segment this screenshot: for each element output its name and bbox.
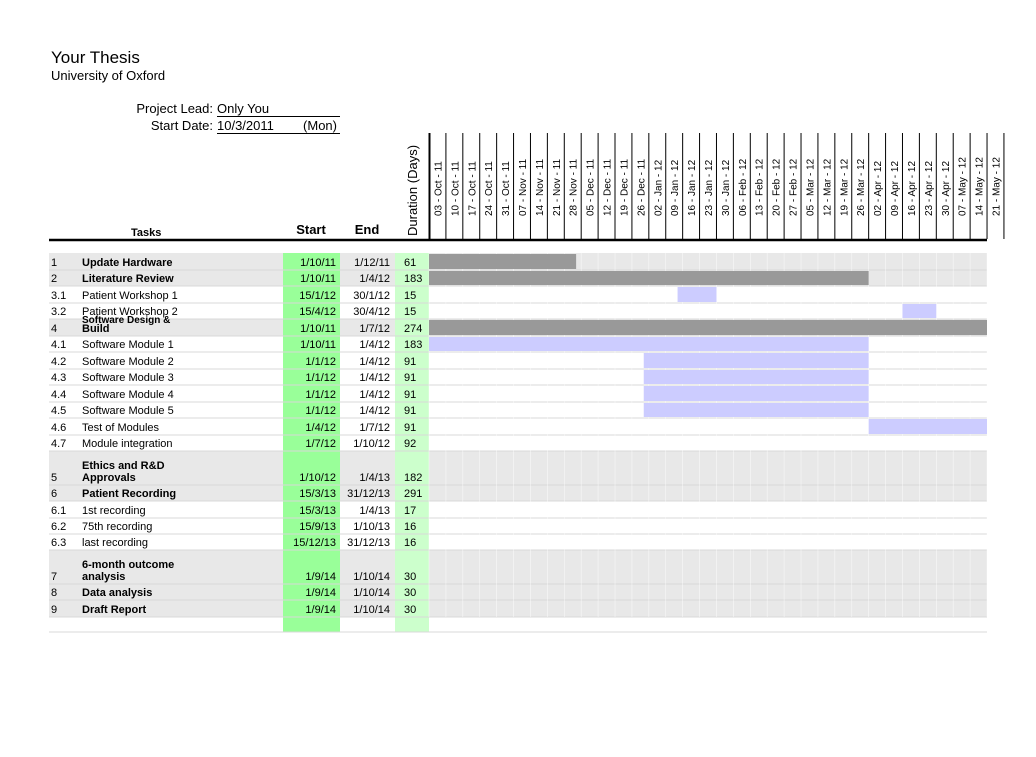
task-duration: 17 [404, 505, 417, 517]
task-end: 31/12/13 [347, 488, 390, 500]
task-end: 30/4/12 [353, 306, 390, 318]
week-label: 21 - May - 12 [991, 157, 1003, 216]
task-duration: 291 [404, 488, 423, 500]
task-duration: 91 [404, 422, 417, 434]
task-id: 9 [51, 604, 58, 616]
task-duration: 182 [404, 472, 423, 484]
week-label: 07 - May - 12 [957, 157, 969, 216]
task-id: 4.6 [51, 422, 67, 434]
week-label: 03 - Oct - 11 [433, 161, 445, 216]
week-label: 19 - Mar - 12 [839, 158, 851, 216]
task-id: 5 [51, 472, 58, 484]
start-day: (Mon) [303, 118, 337, 133]
task-name: Software Design & [82, 315, 171, 326]
task-end: 1/4/12 [359, 356, 390, 368]
task-name: Patient Workshop 1 [82, 290, 178, 302]
task-id: 8 [51, 587, 58, 599]
task-duration: 274 [404, 323, 423, 335]
week-label: 05 - Mar - 12 [805, 158, 817, 216]
gantt-bar [644, 403, 869, 417]
task-end: 1/10/13 [353, 521, 390, 533]
task-duration: 91 [404, 405, 417, 417]
task-name: Test of Modules [82, 422, 160, 434]
task-end: 1/4/13 [359, 505, 390, 517]
gantt-bar [644, 370, 869, 384]
task-start: 1/10/12 [299, 472, 336, 484]
task-duration: 15 [404, 306, 417, 318]
task-id: 4.5 [51, 405, 67, 417]
task-start: 1/4/12 [305, 422, 336, 434]
task-name: Draft Report [82, 604, 147, 616]
week-label: 12 - Mar - 12 [822, 158, 834, 216]
task-start: 1/1/12 [305, 372, 336, 384]
week-label: 13 - Feb - 12 [754, 158, 766, 216]
task-start: 1/10/11 [300, 339, 336, 351]
task-name: Patient Workshop 2 [82, 306, 178, 318]
task-id: 1 [51, 257, 58, 269]
task-name: Patient Recording [82, 488, 177, 500]
task-start: 1/9/14 [305, 571, 336, 583]
week-label: 02 - Jan - 12 [653, 159, 665, 216]
task-start: 1/1/12 [305, 389, 336, 401]
task-name: analysis [82, 571, 126, 583]
task-name: Software Module 3 [82, 372, 174, 384]
task-start: 1/9/14 [305, 587, 336, 599]
task-name: Software Module 1 [82, 339, 174, 351]
task-end: 1/7/12 [359, 422, 390, 434]
task-id: 4.7 [51, 438, 67, 450]
week-label: 23 - Apr - 12 [923, 160, 935, 216]
task-id: 4 [51, 323, 58, 335]
week-label: 14 - Nov - 11 [534, 158, 546, 216]
week-label: 31 - Oct - 11 [501, 161, 513, 216]
row-background [49, 584, 987, 600]
task-id: 6.1 [51, 505, 67, 517]
task-end: 1/10/14 [353, 587, 390, 599]
task-id: 4.2 [51, 356, 67, 368]
task-duration: 30 [404, 571, 417, 583]
week-label: 06 - Feb - 12 [737, 158, 749, 216]
task-end: 30/1/12 [353, 290, 390, 302]
task-end: 1/12/11 [354, 257, 390, 269]
project-lead-label: Project Lead: [136, 101, 213, 116]
task-start: 15/1/12 [299, 290, 336, 302]
task-id: 7 [51, 571, 58, 583]
task-duration: 61 [404, 257, 417, 269]
task-duration: 183 [404, 273, 423, 285]
week-label: 27 - Feb - 12 [788, 158, 800, 216]
task-name: Data analysis [82, 587, 153, 599]
task-name: Update Hardware [82, 257, 173, 269]
gantt-bar [678, 287, 717, 302]
week-label: 28 - Nov - 11 [568, 158, 580, 216]
task-name: 6-month outcome [82, 559, 175, 571]
gantt-bar [429, 320, 987, 335]
task-duration: 92 [404, 438, 417, 450]
gantt-bar [644, 386, 869, 401]
task-id: 4.1 [51, 339, 67, 351]
row-background [49, 485, 987, 501]
start-date: 10/3/2011 [217, 118, 274, 133]
task-end: 31/12/13 [347, 537, 390, 549]
row-background [49, 451, 987, 485]
task-name: 1st recording [82, 505, 146, 517]
task-end: 1/4/12 [359, 405, 390, 417]
task-start: 15/3/13 [299, 488, 336, 500]
week-label: 14 - May - 12 [974, 157, 986, 216]
week-label: 20 - Feb - 12 [771, 158, 783, 216]
gantt-bar [644, 353, 869, 368]
task-id: 4.4 [51, 389, 67, 401]
task-start: 1/7/12 [305, 438, 336, 450]
start-date-label: Start Date: [150, 118, 213, 133]
gantt-bar [902, 304, 936, 318]
task-end: 1/4/12 [359, 389, 390, 401]
task-name: Software Module 5 [82, 405, 174, 417]
task-start: 1/10/11 [300, 257, 336, 269]
task-duration: 16 [404, 521, 417, 533]
week-label: 12 - Dec - 11 [602, 158, 614, 216]
task-duration: 183 [404, 339, 423, 351]
week-label: 09 - Jan - 12 [670, 159, 682, 216]
task-duration: 16 [404, 537, 417, 549]
task-duration: 30 [404, 587, 417, 599]
week-label: 24 - Oct - 11 [484, 161, 496, 216]
task-name: Literature Review [82, 273, 174, 285]
task-name: 75th recording [82, 521, 153, 533]
duration-header: Duration (Days) [405, 144, 420, 236]
task-start: 15/12/13 [293, 537, 336, 549]
week-label: 02 - Apr - 12 [873, 160, 885, 216]
gantt-bar [429, 271, 869, 285]
week-label: 30 - Apr - 12 [940, 160, 952, 216]
gantt-bar [429, 254, 576, 269]
tasks-header: Tasks [131, 227, 162, 239]
task-name: Software Module 4 [82, 389, 174, 401]
task-end: 1/10/14 [353, 604, 390, 616]
task-name: Build [82, 323, 110, 335]
week-label: 30 - Jan - 12 [720, 159, 732, 216]
week-label: 26 - Mar - 12 [856, 158, 868, 216]
task-start: 15/4/12 [299, 306, 336, 318]
task-name: Module integration [82, 438, 173, 450]
week-label: 05 - Dec - 11 [585, 158, 597, 216]
task-start: 1/1/12 [305, 356, 336, 368]
task-name: Approvals [82, 472, 136, 484]
task-id: 3.1 [51, 290, 67, 302]
week-label: 16 - Jan - 12 [687, 159, 699, 216]
task-end: 1/4/12 [359, 372, 390, 384]
task-name: last recording [82, 537, 149, 549]
task-id: 6.2 [51, 521, 67, 533]
row-background [49, 600, 987, 617]
task-start: 15/9/13 [299, 521, 336, 533]
task-end: 1/10/14 [353, 571, 390, 583]
project-lead-value[interactable]: Only You [217, 101, 340, 117]
end-header: End [354, 222, 380, 237]
task-duration: 91 [404, 389, 417, 401]
gantt-bar [869, 419, 987, 434]
task-start: 15/3/13 [299, 505, 336, 517]
task-start: 1/10/11 [300, 323, 336, 335]
task-start: 1/10/11 [300, 273, 336, 285]
week-label: 21 - Nov - 11 [551, 158, 563, 216]
task-end: 1/7/12 [359, 323, 390, 335]
task-start: 1/9/14 [305, 604, 336, 616]
row-background [49, 550, 987, 584]
week-label: 26 - Dec - 11 [636, 158, 648, 216]
page-title: Your Thesis [51, 48, 140, 67]
task-name: Ethics and R&D [82, 460, 165, 472]
task-duration: 91 [404, 372, 417, 384]
task-duration: 30 [404, 604, 417, 616]
week-label: 16 - Apr - 12 [906, 160, 918, 216]
task-duration: 91 [404, 356, 417, 368]
start-header: Start [296, 222, 326, 237]
page-subtitle: University of Oxford [51, 68, 166, 83]
week-label: 07 - Nov - 11 [518, 158, 530, 216]
week-label: 09 - Apr - 12 [890, 160, 902, 216]
week-label: 10 - Oct - 11 [450, 161, 462, 216]
task-id: 6 [51, 488, 58, 500]
week-label: 19 - Dec - 11 [619, 158, 631, 216]
week-label: 23 - Jan - 12 [704, 159, 716, 216]
task-id: 2 [51, 273, 58, 285]
task-name: Software Module 2 [82, 356, 174, 368]
task-end: 1/4/12 [359, 273, 390, 285]
task-end: 1/10/12 [353, 438, 390, 450]
task-id: 4.3 [51, 372, 67, 384]
task-id: 6.3 [51, 537, 67, 549]
gantt-bar [429, 337, 869, 351]
task-duration: 15 [404, 290, 417, 302]
week-label: 17 - Oct - 11 [467, 161, 479, 216]
task-id: 3.2 [51, 306, 67, 318]
task-start: 1/1/12 [305, 405, 336, 417]
task-end: 1/4/12 [359, 339, 390, 351]
task-end: 1/4/13 [359, 472, 390, 484]
